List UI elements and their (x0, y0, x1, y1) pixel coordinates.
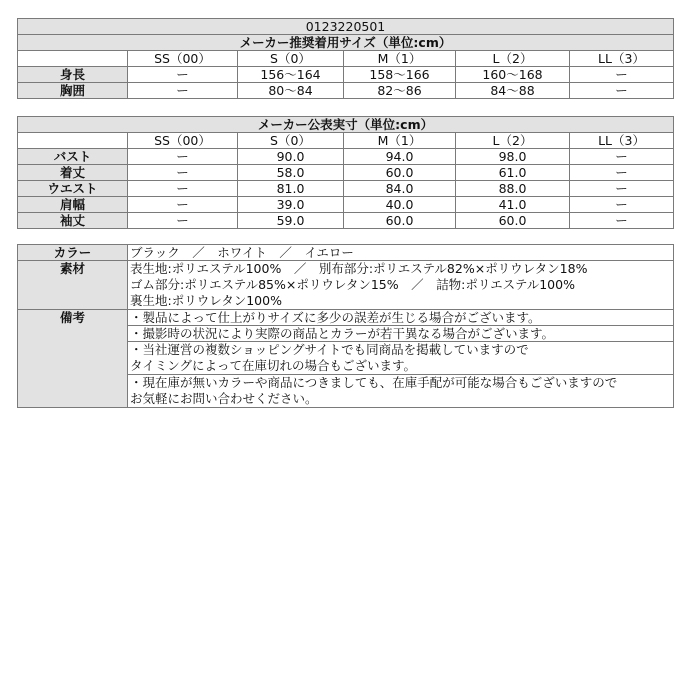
table-cell: ー (128, 165, 238, 181)
column-header: L（2） (456, 51, 570, 67)
row-label: ウエスト (18, 181, 128, 197)
color-label: カラー (18, 245, 128, 261)
measurement-chart-header-row (18, 133, 674, 149)
table-row (18, 181, 674, 197)
note-item (128, 375, 674, 408)
note-line: お気軽にお問い合わせください。 (130, 391, 318, 406)
note-line: タイミングによって在庫切れの場合もございます。 (130, 358, 417, 373)
table-row (18, 83, 674, 99)
row-label: 着丈 (18, 165, 128, 181)
column-header: M（1） (344, 133, 456, 149)
table-cell: 94.0 (344, 149, 456, 165)
product-code: 0123220501 (18, 19, 674, 35)
table-row (18, 213, 674, 229)
table-cell: ー (570, 197, 674, 213)
table-cell: ー (570, 83, 674, 99)
material-line: ゴム部分:ポリエステル85%×ポリウレタン15% ／ 詰物:ポリエステル100% (130, 277, 575, 292)
note-item: ・製品によって仕上がりサイズに多少の誤差が生じる場合がございます。 (128, 310, 674, 326)
table-cell: 158～166 (344, 67, 456, 83)
column-header: LL（3） (570, 51, 674, 67)
row-label: バスト (18, 149, 128, 165)
note-item (128, 342, 674, 375)
row-label: 袖丈 (18, 213, 128, 229)
column-header: L（2） (456, 133, 570, 149)
material-row (18, 261, 674, 310)
product-details-table (17, 244, 674, 408)
table-row (18, 149, 674, 165)
table-cell: 90.0 (238, 149, 344, 165)
row-label: 胸囲 (18, 83, 128, 99)
notes-label: 備考 (18, 310, 128, 408)
table-cell: ー (128, 83, 238, 99)
table-cell: 88.0 (456, 181, 570, 197)
color-value: ブラック ／ ホワイト ／ イエロー (128, 245, 674, 261)
row-label: 身長 (18, 67, 128, 83)
table-cell: 160～168 (456, 67, 570, 83)
column-header: LL（3） (570, 133, 674, 149)
column-header: SS（00） (128, 133, 238, 149)
table-row (18, 197, 674, 213)
table-cell: ー (128, 213, 238, 229)
table-cell: 82～86 (344, 83, 456, 99)
size-chart-table (17, 18, 674, 99)
table-row (18, 67, 674, 83)
material-value (128, 261, 674, 310)
table-cell: ー (570, 213, 674, 229)
table-cell: ー (570, 181, 674, 197)
table-row (18, 165, 674, 181)
material-line: 裏生地:ポリウレタン100% (130, 293, 282, 308)
table-cell: ー (128, 181, 238, 197)
table-cell: 41.0 (456, 197, 570, 213)
table-cell: 60.0 (456, 213, 570, 229)
measurement-chart-title: メーカー公表実寸（単位:cm） (18, 117, 674, 133)
column-header: SS（00） (128, 51, 238, 67)
table-cell: 80～84 (238, 83, 344, 99)
note-line: ・当社運営の複数ショッピングサイトでも同商品を掲載していますので (130, 342, 529, 357)
table-cell: 60.0 (344, 213, 456, 229)
table-cell: ー (128, 67, 238, 83)
note-line: ・現在庫が無いカラーや商品につきましても、在庫手配が可能な場合もございますので (130, 375, 618, 390)
table-cell: 98.0 (456, 149, 570, 165)
table-cell: 39.0 (238, 197, 344, 213)
notes-row (18, 310, 674, 326)
table-cell: 58.0 (238, 165, 344, 181)
table-cell: ー (570, 67, 674, 83)
material-line: 表生地:ポリエステル100% ／ 別布部分:ポリエステル82%×ポリウレタン18% (130, 261, 588, 276)
table-cell: ー (570, 165, 674, 181)
table-cell: 84～88 (456, 83, 570, 99)
size-chart-title: メーカー推奨着用サイズ（単位:cm） (18, 35, 674, 51)
column-header: S（0） (238, 51, 344, 67)
table-cell: 156～164 (238, 67, 344, 83)
table-cell: 60.0 (344, 165, 456, 181)
column-header (18, 133, 128, 149)
table-cell: 59.0 (238, 213, 344, 229)
table-cell: ー (128, 149, 238, 165)
material-label: 素材 (18, 261, 128, 310)
table-cell: 81.0 (238, 181, 344, 197)
table-cell: 61.0 (456, 165, 570, 181)
table-cell: 84.0 (344, 181, 456, 197)
column-header: M（1） (344, 51, 456, 67)
measurement-chart-table (17, 116, 674, 229)
table-cell: ー (128, 197, 238, 213)
column-header (18, 51, 128, 67)
table-cell: ー (570, 149, 674, 165)
table-cell: 40.0 (344, 197, 456, 213)
row-label: 肩幅 (18, 197, 128, 213)
note-item: ・撮影時の状況により実際の商品とカラーが若干異なる場合がございます。 (128, 326, 674, 342)
size-chart-header-row (18, 51, 674, 67)
color-row (18, 245, 674, 261)
column-header: S（0） (238, 133, 344, 149)
